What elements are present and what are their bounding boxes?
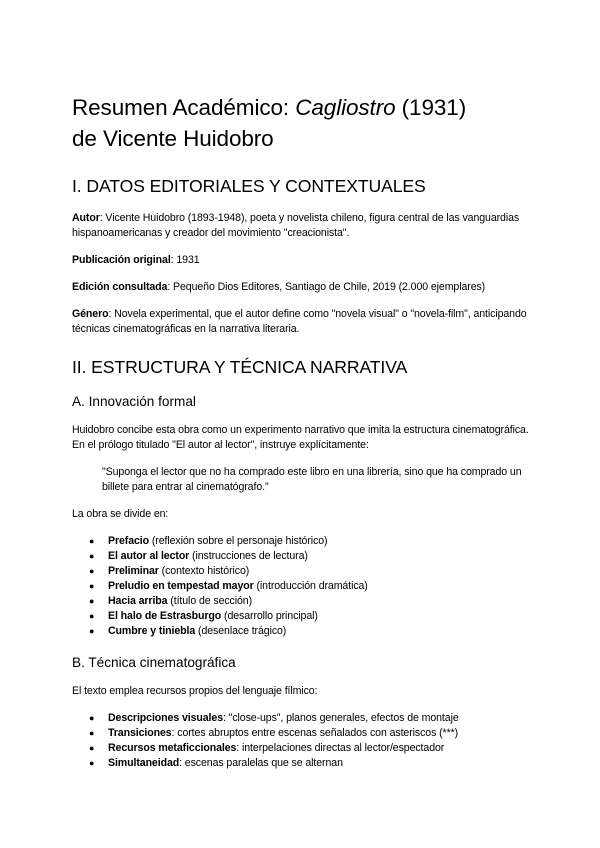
title-prefix: Resumen Académico: [72, 95, 296, 120]
list-item-text: : cortes abruptos entre escenas señalados con asteriscos (***) [171, 727, 459, 739]
list-item [108, 594, 532, 609]
title-author-line: de Vicente Huidobro [72, 126, 274, 151]
field-genero-value: : Novela experimental, que el autor define como "novela visual" o "novela-film", anticipando técnicas cinematográficas en la narrativa literaria. [72, 308, 527, 335]
field-publicacion [72, 253, 532, 268]
list-item [108, 726, 532, 741]
list-item [108, 711, 532, 726]
list-item-label: Preliminar [108, 565, 159, 577]
list-item-text: (introducción dramática) [253, 580, 368, 592]
technique-list [72, 711, 532, 771]
subsection-a-intro: Huidobro concibe esta obra como un experimento narrativo que imita la estructura cinematográfica. En el prólogo titulado "El autor al lector", instruye explícitamente: [72, 424, 529, 451]
field-genero [72, 307, 532, 337]
list-item-label: Hacia arriba [108, 595, 168, 607]
list-item [108, 534, 532, 549]
list-item-label: Transiciones [108, 727, 172, 739]
list-item-label: El autor al lector [108, 550, 190, 562]
list-item [108, 624, 532, 639]
prologue-quote: "Suponga el lector que no ha comprado este libro en una librería, sino que ha comprado un billete para entrar al cinematógrafo." [102, 466, 522, 493]
list-item-label: El halo de Estrasburgo [108, 610, 222, 622]
field-edicion-label: Edición consultada [72, 281, 168, 293]
list-item-label: Recursos metaficcionales [108, 742, 237, 754]
document-content [72, 92, 532, 771]
subsection-b-intro: El texto emplea recursos propios del lenguaje fílmico: [72, 685, 318, 697]
list-item-label: Descripciones visuales [108, 712, 223, 724]
structure-intro: La obra se divide en: [72, 508, 169, 520]
title-year: (1931) [395, 95, 467, 120]
subsection-b-heading: B. Técnica cinematográfica [72, 655, 236, 670]
list-item-label: Prefacio [108, 535, 150, 547]
list-item-label: Preludio en tempestad mayor [108, 580, 254, 592]
list-item-label: Simultaneidad [108, 757, 180, 769]
list-item [108, 741, 532, 756]
field-edicion-value: : Pequeño Dios Editores, Santiago de Chile, 2019 (2.000 ejemplares) [167, 281, 486, 293]
list-item [108, 579, 532, 594]
field-genero-label: Género [72, 308, 109, 320]
list-item-text: : escenas paralelas que se alternan [179, 757, 343, 769]
list-item-text: : "close-ups", planos generales, efectos de montaje [222, 712, 459, 724]
section-1-heading: I. DATOS EDITORIALES Y CONTEXTUALES [72, 176, 426, 196]
document-title [72, 92, 532, 154]
list-item [108, 609, 532, 624]
field-autor [72, 211, 532, 241]
list-item-text: (reflexión sobre el personaje histórico) [149, 535, 328, 547]
field-publicacion-label: Publicación original [72, 254, 171, 266]
list-item-text: (desarrollo principal) [221, 610, 318, 622]
list-item-text: (contexto histórico) [158, 565, 250, 577]
list-item-text: : interpelaciones directas al lector/espectador [236, 742, 445, 754]
list-item-text: (instrucciones de lectura) [189, 550, 308, 562]
title-work: Cagliostro [295, 95, 396, 120]
list-item-label: Cumbre y tiniebla [108, 625, 196, 637]
subsection-a-heading: A. Innovación formal [72, 394, 196, 409]
field-edicion [72, 280, 532, 295]
list-item [108, 564, 532, 579]
list-item [108, 549, 532, 564]
field-publicacion-value: : 1931 [170, 254, 200, 266]
list-item-text: (desenlace trágico) [195, 625, 287, 637]
list-item [108, 756, 532, 771]
field-autor-label: Autor [72, 212, 100, 224]
structure-list [72, 534, 532, 639]
section-2-heading: II. ESTRUCTURA Y TÉCNICA NARRATIVA [72, 357, 408, 377]
field-autor-value: : Vicente Huidobro (1893-1948), poeta y novelista chileno, figura central de las vanguardias hispanoamericanas y creador del movimiento "creacionista". [72, 212, 520, 239]
list-item-text: (título de sección) [167, 595, 253, 607]
